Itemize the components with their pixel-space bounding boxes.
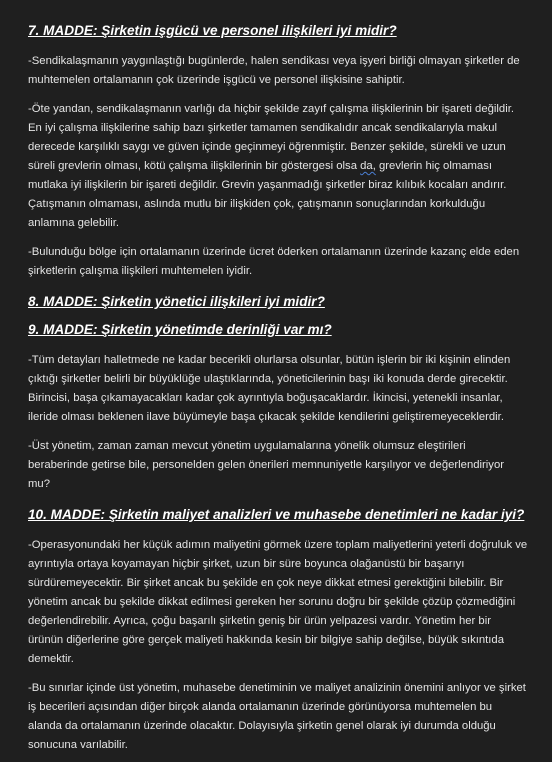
paragraph-7-2 xyxy=(28,100,528,233)
paragraph-10-2: -Bu sınırlar içinde üst yönetim, muhasebe denetiminin ve maliyet analizinin önemini anlıyor ve şirket iş becerileri açısından diğer birçok alanda ortalamanın üzerinde görünüyorsa muhtemelen bu alanda da ortalamanın üzerinde olacaktır. Dolayısıyla şirketin genel olarak iyi durumda olduğu sonucuna varılabilir. xyxy=(28,682,526,751)
paragraph-10-1: -Operasyonundaki her küçük adımın maliyetini görmek üzere toplam maliyetlerini yeterli doğruluk ve ayrıntıyla ortaya koyamayan hiçbir şirket, uzun bir süre boyunca olağanüstü bir başarıyı sürdüremeyecektir. Bir şirket ancak bu şekilde en çok neye dikkat etmesi gerektiğini bilebilir. Bir yönetim ancak bu şekilde dikkat edilmesi gereken her sorunu doğru bir şekilde çözüp çözmediğini değerlendirebilir. Ayrıca, çoğu başarılı şirketin geniş bir ürün yelpazesi vardır. Yönetim her bir ürünün diğerlerine göre gerçek maliyeti hakkında kesin bir bilgiye sahip değilse, büyük sıkıntıda demektir. xyxy=(28,539,528,665)
section-heading-9: 9. MADDE: Şirketin yönetimde derinliği var mı? xyxy=(28,322,332,337)
paragraph-7-3: -Bulunduğu bölge için ortalamanın üzerinde ücret öderken ortalamanın üzerinde kazanç elde eden şirketlerin çalışma ilişkileri muhtemelen iyidir. xyxy=(28,246,520,277)
section-heading-10: 10. MADDE: Şirketin maliyet analizleri ve muhasebe denetimleri ne kadar iyi? xyxy=(28,507,525,522)
paragraph-9-2: -Üst yönetim, zaman zaman mevcut yönetim uygulamalarına yönelik olumsuz eleştirileri beraberinde getirse bile, personelden gelen önerileri memnuniyetle karşılıyor ve değerlendiriyor mu? xyxy=(28,440,504,490)
spellcheck-flagged-word[interactable]: da, xyxy=(360,160,376,172)
section-heading-7: 7. MADDE: Şirketin işgücü ve personel ilişkileri iyi midir? xyxy=(28,23,397,38)
document-content xyxy=(28,22,528,755)
section-heading-8: 8. MADDE: Şirketin yönetici ilişkileri iyi midir? xyxy=(28,294,325,309)
paragraph-7-2-text-b: grevlerin hiç olmaması mutlaka iyi ilişkilerin bir işareti değildir. Grevin yaşanmadığı şirketler biraz kılıbık kocaları andırır. Çatışmanın olmaması, aslında mutlu bir ilişkiden çok, çatışmanın sonuçlarından korkulduğu anlamına gelebilir. xyxy=(28,160,507,229)
paragraph-9-1: -Tüm detayları halletmede ne kadar becerikli olurlarsa olsunlar, bütün işlerin bir iki kişinin elinden çıktığı şirketler belirli bir büyüklüğe ulaştıklarında, yöneticilerinin başı iki konuda derde girecektir. Birincisi, başa çıkamayacakları kadar çok ayrıntıyla boğuşacaklardır. İkincisi, yetenekli insanlar, ileride olması beklenen ilave büyümeyle başa çıkacak şekilde kendilerini geliştiremeyeceklerdir. xyxy=(28,354,511,423)
paragraph-7-2-text-a: -Öte yandan, sendikalaşmanın varlığı da hiçbir şekilde zayıf çalışma ilişkilerinin bir işareti değildir. En iyi çalışma ilişkilerine sahip bazı şirketler tamamen sendikalıdır ancak sendikalarıyla makul derecede karşılıklı saygı ve güven içinde geçinmeyi öğrenmiştir. Benzer şekilde, sürekli ve uzun süreli grevlerin olması, kötü çalışma ilişkilerinin bir göstergesi olsa xyxy=(28,103,514,172)
paragraph-7-1: -Sendikalaşmanın yaygınlaştığı bugünlerde, halen sendikası veya işyeri birliği olmayan şirketler de muhtemelen ortalamanın çok üzerinde işgücü ve personel ilişkisine sahiptir. xyxy=(28,55,520,86)
